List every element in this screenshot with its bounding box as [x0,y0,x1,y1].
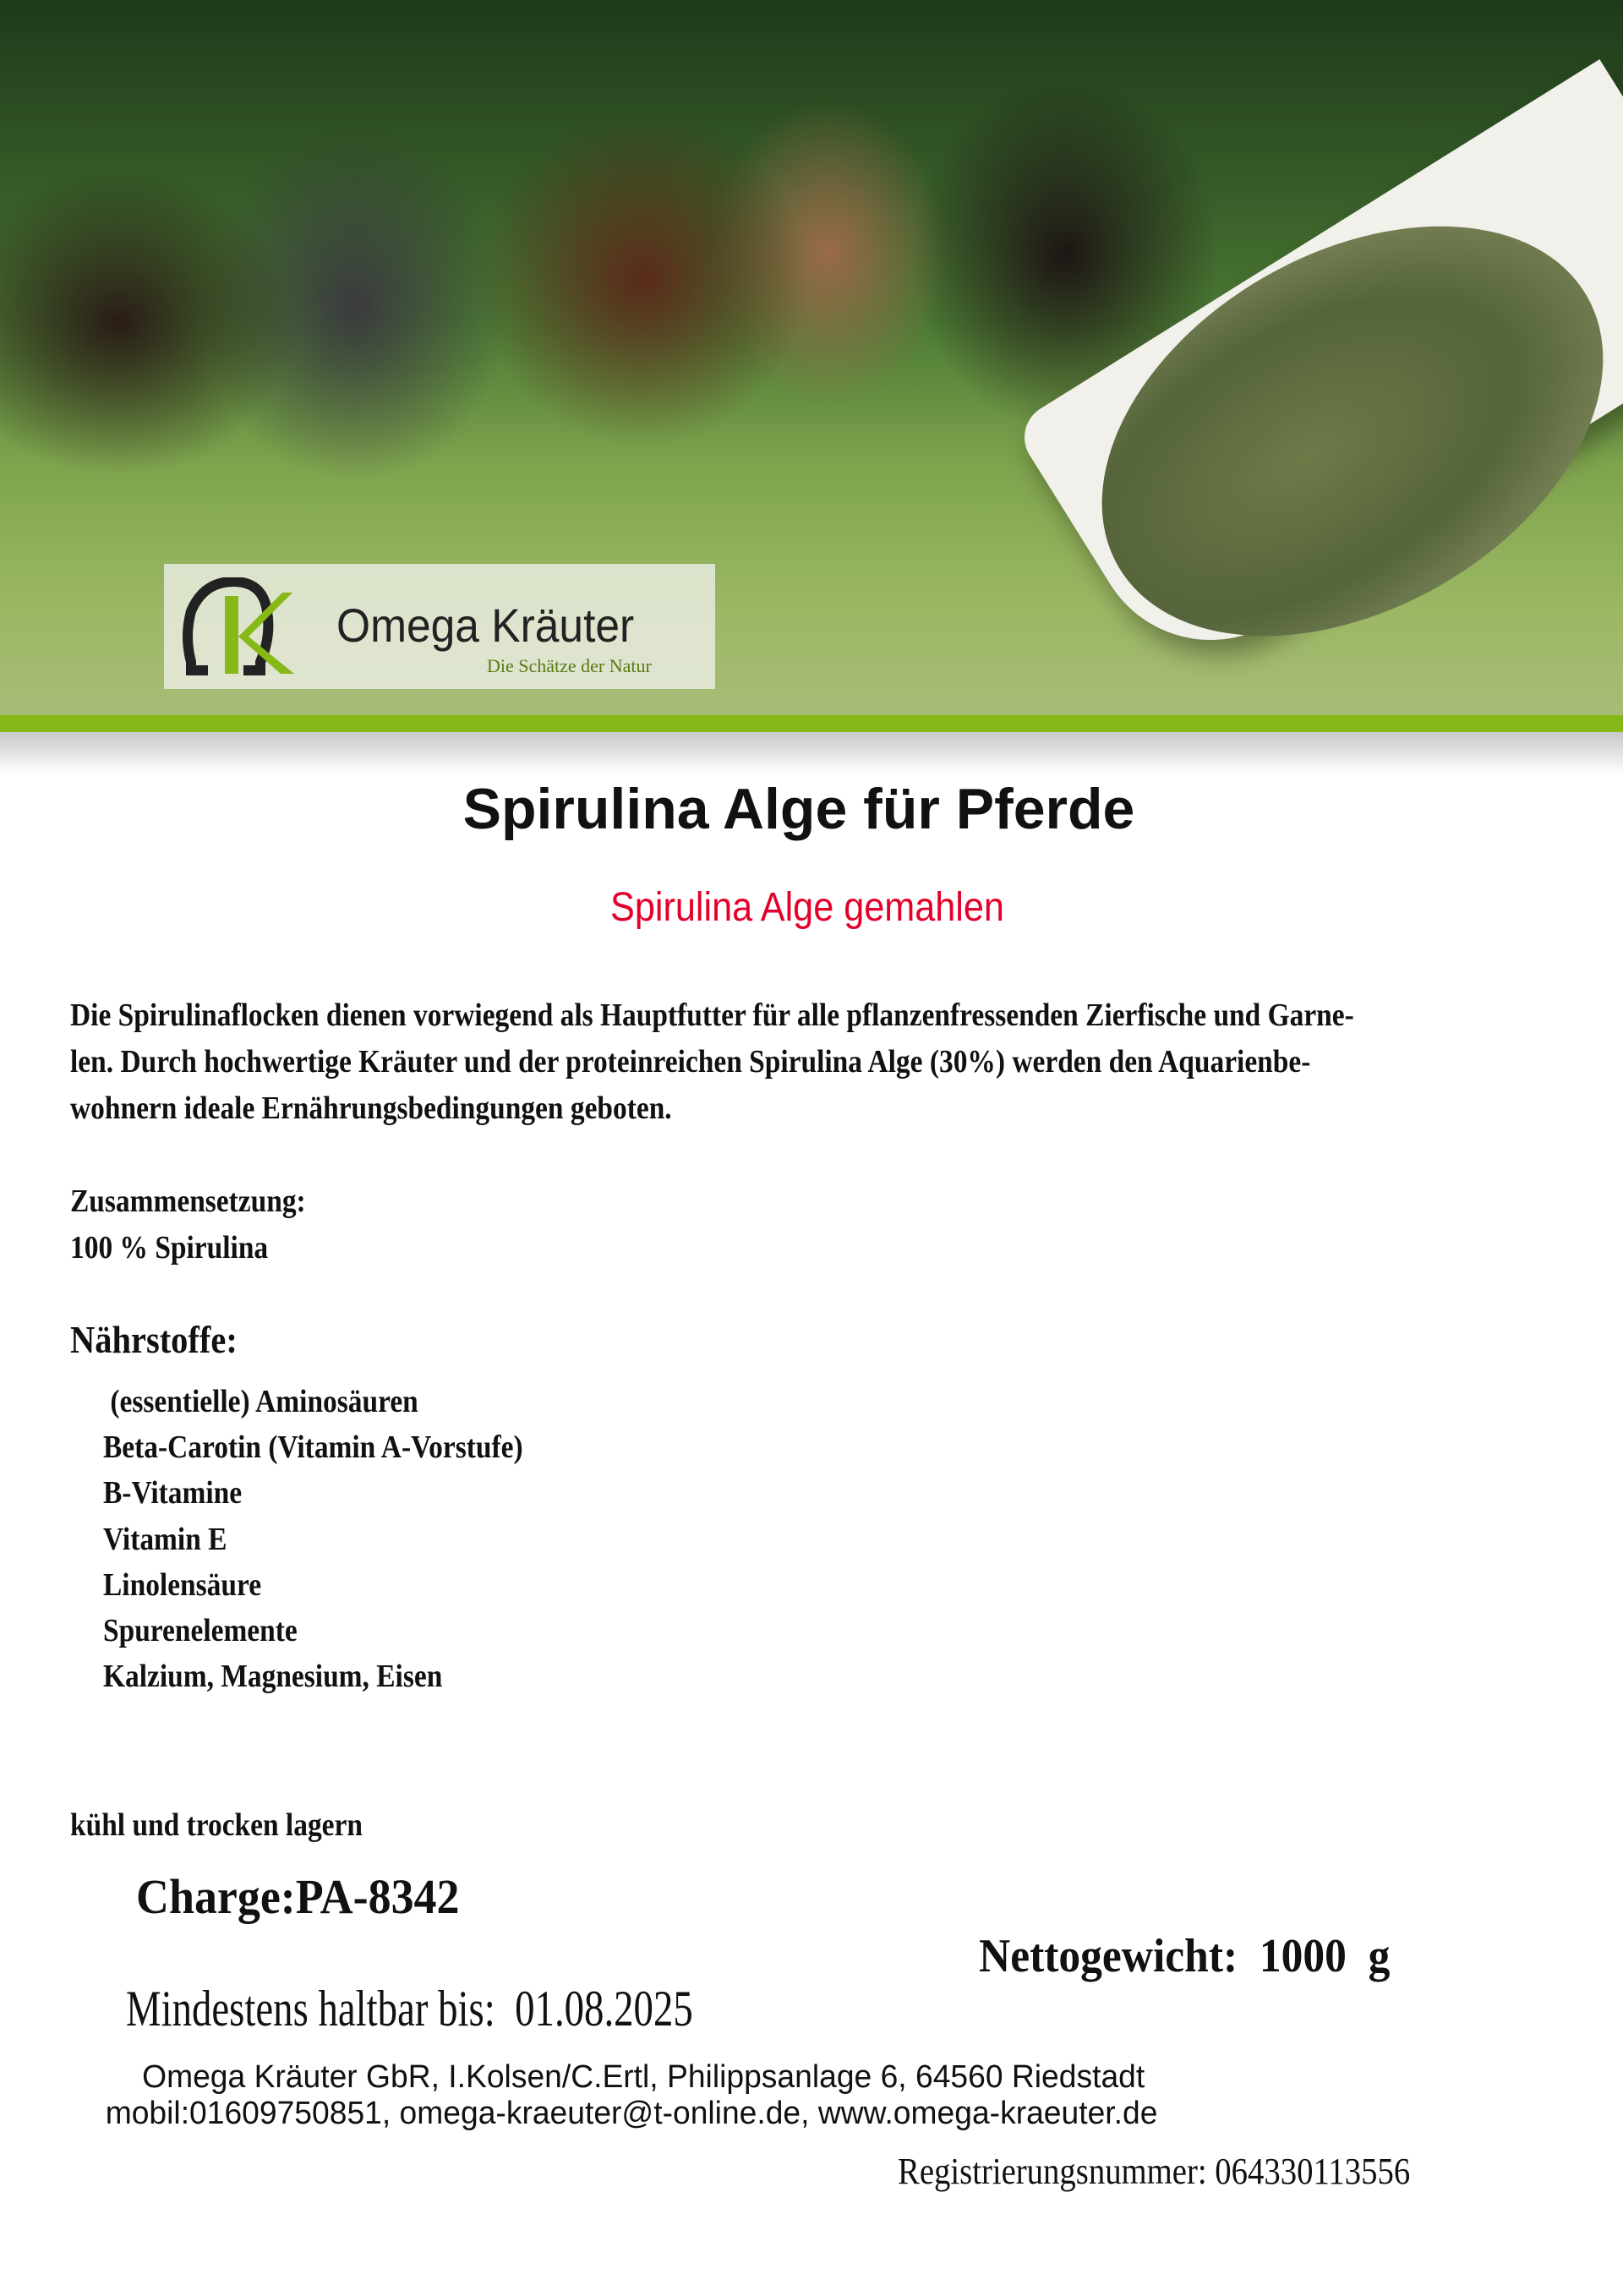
nutrient-item: Linolensäure [103,1566,262,1603]
product-description [70,992,1354,1132]
net-weight: Nettogewicht: 1000 g [979,1930,1391,1982]
brand-name: Omega Kräuter [336,599,635,652]
nutrient-item: B-Vitamine [103,1475,243,1512]
nutrient-item: Beta-Carotin (Vitamin A-Vorstufe) [103,1430,523,1466]
registration-number: Registrierungsnummer: 064330113556 [898,2151,1411,2192]
batch-number: Charge:PA-8342 [136,1869,460,1924]
composition-label: Zusammensetzung: [70,1184,306,1219]
green-divider [0,715,1623,732]
nutrient-item: (essentielle) Aminosäuren [103,1384,418,1419]
composition [70,1178,306,1271]
nutrients-heading: Nährstoffe: [70,1318,238,1361]
company-contact: mobil:01609750851, omega-kraeuter@t-online.de, www.omega-kraeuter.de [105,2096,1158,2131]
best-before-date: Mindestens haltbar bis: 01.08.2025 [126,1981,693,2036]
header-photo [0,0,1623,720]
composition-value: 100 % Spirulina [70,1230,269,1266]
storage-note: kühl und trocken lagern [70,1807,363,1843]
description-line: len. Durch hochwertige Kräuter und der proteinreichen Spirulina Alge (30%) werden den Aquarienbe- [70,1044,1311,1080]
company-address: Omega Kräuter GbR, I.Kolsen/C.Ertl, Philippsanlage 6, 64560 Riedstadt [142,2059,1145,2095]
nutrients-list [103,1379,523,1699]
nutrient-item: Spurenelemente [103,1613,298,1649]
description-line: wohnern ideale Ernährungsbedingungen geboten. [70,1091,672,1126]
brand-logo [164,564,715,689]
product-subtitle: Spirulina Alge gemahlen [610,885,1004,930]
product-title: Spirulina Alge für Pferde [462,777,1135,841]
divider-shadow [0,732,1623,774]
nutrient-item: Vitamin E [103,1521,227,1557]
brand-tagline: Die Schätze der Natur [487,655,652,676]
nutrient-item: Kalzium, Magnesium, Eisen [103,1659,443,1695]
omega-k-logo-icon [183,577,309,677]
description-line: Die Spirulinaflocken dienen vorwiegend als Hauptfutter für alle pflanzenfressenden Zierfische und Garne- [70,998,1354,1033]
